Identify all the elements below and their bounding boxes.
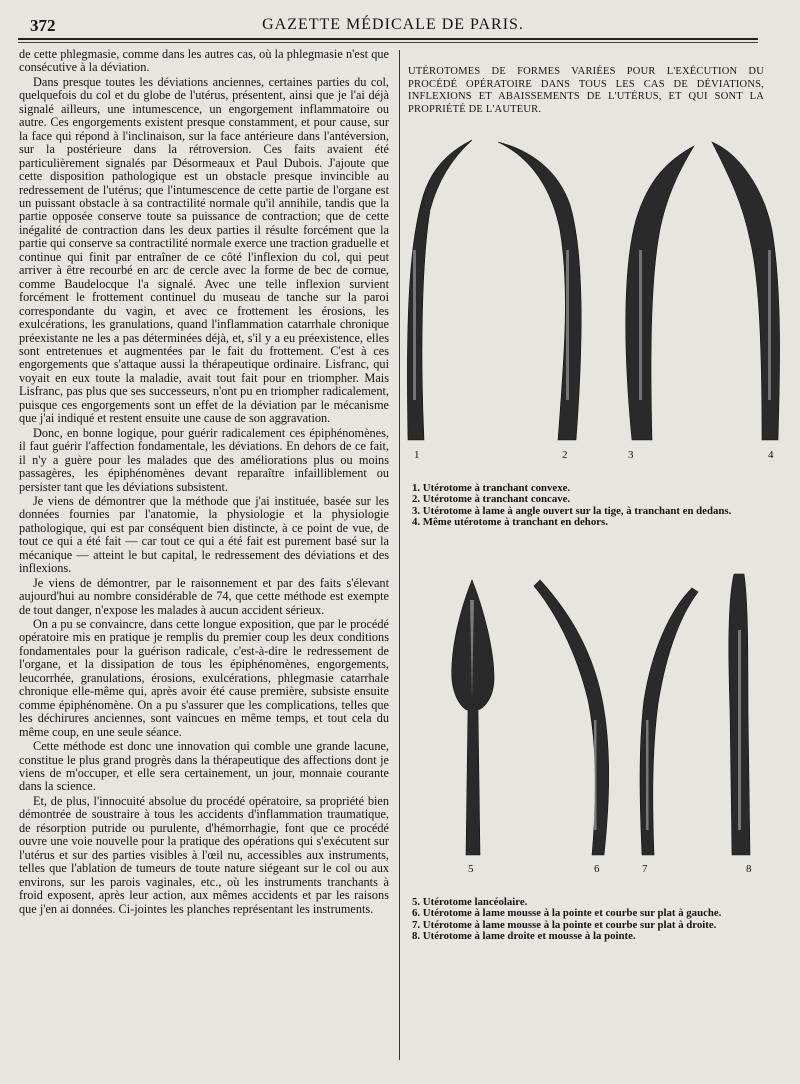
figure-title: UTÉROTOMES DE FORMES VARIÉES POUR L'EXÉCUTION DU PROCÉDÉ OPÉRATOIRE DANS TOUS LES CAS DE DÉVIATIONS, INFLEXIONS ET ABAISSEMENTS DE L'UTÉRUS, ET QUI SONT LA PROPRIÉTÉ DE L'AUTEUR.	[408, 66, 764, 115]
paragraph: Dans presque toutes les déviations anciennes, certaines parties du col, quelquefois du col et du globe de l'utérus, présentent, ainsi que je l'ai déjà signalé ailleurs, une intumescence, un engorgement inflammatoire ou autre. Ces engorgements existent presque constamment, et pour cause, sur la face qui répond à l'inclinaison, sur la face antérieure dans l'antéversion, sur la postérieure dans la rétroversion. Ces faits avaient été particulièrement signalés par Désormeaux et Paul Dubois. J'ajoute que cette disposition pathologique est un obstacle presque invincible au redressement de l'utérus; que l'intumescence de cette partie de l'organe est un puissant obstacle à sa contractilité normale qu'il annihile, tandis que la partie opposée conserve toute sa puissance de contraction; que de cette inégalité de contraction dans les deux parties il résulte forcément que la partie qui conserve sa contractilité normale exerce une traction graduelle et continue qui finit par entraîner de ce côté l'inflexion du col, qui peut arriver à être recourbé en arc de cercle avec la forme de bec de cornue, comme Baudelocque l'a signalé. Avec une telle inflexion survient forcément le frottement continuel du museau de tanche sur la paroi correspondante du vagin, et avec ce frottement les érosions, les exulcérations, les granulations, quand l'inflammation catarrhale chronique préexistante ne les a pas déterminées déjà, et, s'il y a eu préexistence, elles sont entretenues et augmentées par le fait du frottement. C'est à ces engorgements que s'attaque aussi la thérapeutique ordinaire. Lisfranc, qui voyait en eux toute la maladie, avait tout fait pour en triompher. Mais Lisfranc, pas plus que ses successeurs, n'ont pu en triompher radicalement, puisque ces engorgements sont un effet de la déviation par le mécanisme que j'ai indiqué et restent ensuite une cause de son aggravation.	[19, 74, 389, 426]
caption-item: 2. Utérotome à tranchant concave.	[412, 493, 571, 506]
paragraph: de cette phlegmasie, comme dans les autres cas, où la phlegmasie n'est que consécutive à la déviation.	[19, 47, 389, 75]
page-number: 372	[30, 16, 56, 35]
figure-label: 6	[594, 863, 600, 875]
figure-a-captions	[412, 483, 731, 528]
caption-item: 1. Utérotome à tranchant convexe.	[412, 482, 571, 494]
caption-item: 5. Utérotome lancéolaire.	[412, 896, 528, 908]
figure-label: 7	[642, 863, 648, 875]
figure-label: 5	[468, 863, 474, 875]
paragraph: On a pu se convaincre, dans cette longue exposition, que par le procédé opératoire mis en pratique je remplis du premier coup les deux conditions fondamentales pour la guérison radicale, c'est-à-dire le redressement de l'organe, et la dissipation de tous les épiphénomènes, engorgements, leucorrhée, granulations, érosions, exulcérations, phlegmasie catarrhale chronique elle-même qui, après avoir été cause première, subsiste ensuite comme épiphénomène. On a pu s'assurer que les complications, telles que les déchirures anciennes, sont vaincues en même temps, et tout cela du même coup, en une seule séance.	[19, 617, 389, 739]
figure-b-captions	[412, 897, 721, 942]
uterotome-6-illustration	[534, 580, 609, 855]
paragraph: Et, de plus, l'innocuité absolue du procédé opératoire, sa propriété bien démontrée de soustraire à tous les accidents d'inflammation traumatique, de résorption putride ou purulente, d'hémorrhagie, font que ce procédé ouvre une voie nouvelle pour la pratique des opérations qui s'exécutent sur l'utérus et sur des parties visibles à l'œil nu, accessibles aux instruments, telles que l'ablation de tumeurs de toute nature siégeant sur le col ou aux environs, sur les parois vaginales, etc., où les instruments tranchants à froid exposent, après leur action, aux mêmes accidents et par les raisons que j'en ai données. Ci-jointes les planches représentant les instruments.	[19, 793, 389, 916]
uterotome-1-illustration	[407, 140, 472, 440]
caption-item: 8. Utérotome à lame droite et mousse à la pointe.	[412, 929, 636, 942]
figure-label: 4	[768, 449, 774, 461]
paragraph: Donc, en bonne logique, pour guérir radicalement ces épiphénomènes, il faut guérir l'affection fondamentale, les déviations. En dehors de ce fait, il n'y a guère pour les malades que des améliorations plus ou moins passagères, les épiphénomènes devant reparaître infailliblement ou persister tant que les déviations subsistent.	[19, 425, 389, 494]
right-figure-column	[408, 66, 764, 116]
figure-instruments-1-4	[400, 130, 792, 465]
caption-item: 7. Utérotome à lame mousse à la pointe et courbe sur plat à droite.	[412, 918, 717, 931]
figure-label: 8	[746, 863, 752, 875]
figure-instruments-5-8	[430, 570, 770, 875]
uterotome-3-illustration	[626, 146, 694, 440]
paragraph: Je viens de démontrer que la méthode que j'ai instituée, basée sur les données fournies par l'anatomie, la physiologie et la physiologie pathologique, qui est par conséquent bien distincte, à ce point de vue, de tout ce qui a été fait — car tout ce qui a été fait est purement basé sur la mécanique — atteint le but capital, le redressement des déviations et des inflexions.	[19, 493, 389, 576]
left-text-column	[19, 48, 389, 917]
page-header	[30, 14, 756, 36]
caption-item: 3. Utérotome à lame à angle ouvert sur la tige, à tranchant en dedans.	[412, 504, 732, 517]
caption-item: 4. Même utérotome à tranchant en dehors.	[412, 515, 608, 528]
header-rule-thin	[18, 42, 758, 43]
header-rule	[18, 38, 758, 40]
paragraph: Je viens de démontrer, par le raisonnement et par des faits s'élevant aujourd'hui au nombre considérable de 74, que cette méthode est exempte de tout danger, n'expose les malades à aucun accident sérieux.	[19, 575, 389, 617]
figure-label: 2	[562, 449, 568, 461]
paragraph: Cette méthode est donc une innovation qui comble une grande lacune, constitue le plus grand progrès dans la thérapeutique des affections dont je viens de m'occuper, et elle sera certainement, un jour, monnaie courante dans la science.	[19, 739, 389, 794]
figure-label: 3	[628, 449, 634, 461]
figure-label: 1	[414, 449, 420, 461]
caption-item: 6. Utérotome à lame mousse à la pointe et courbe sur plat à gauche.	[412, 907, 722, 920]
journal-title: GAZETTE MÉDICALE DE PARIS.	[262, 16, 524, 33]
uterotome-7-illustration	[640, 588, 698, 855]
